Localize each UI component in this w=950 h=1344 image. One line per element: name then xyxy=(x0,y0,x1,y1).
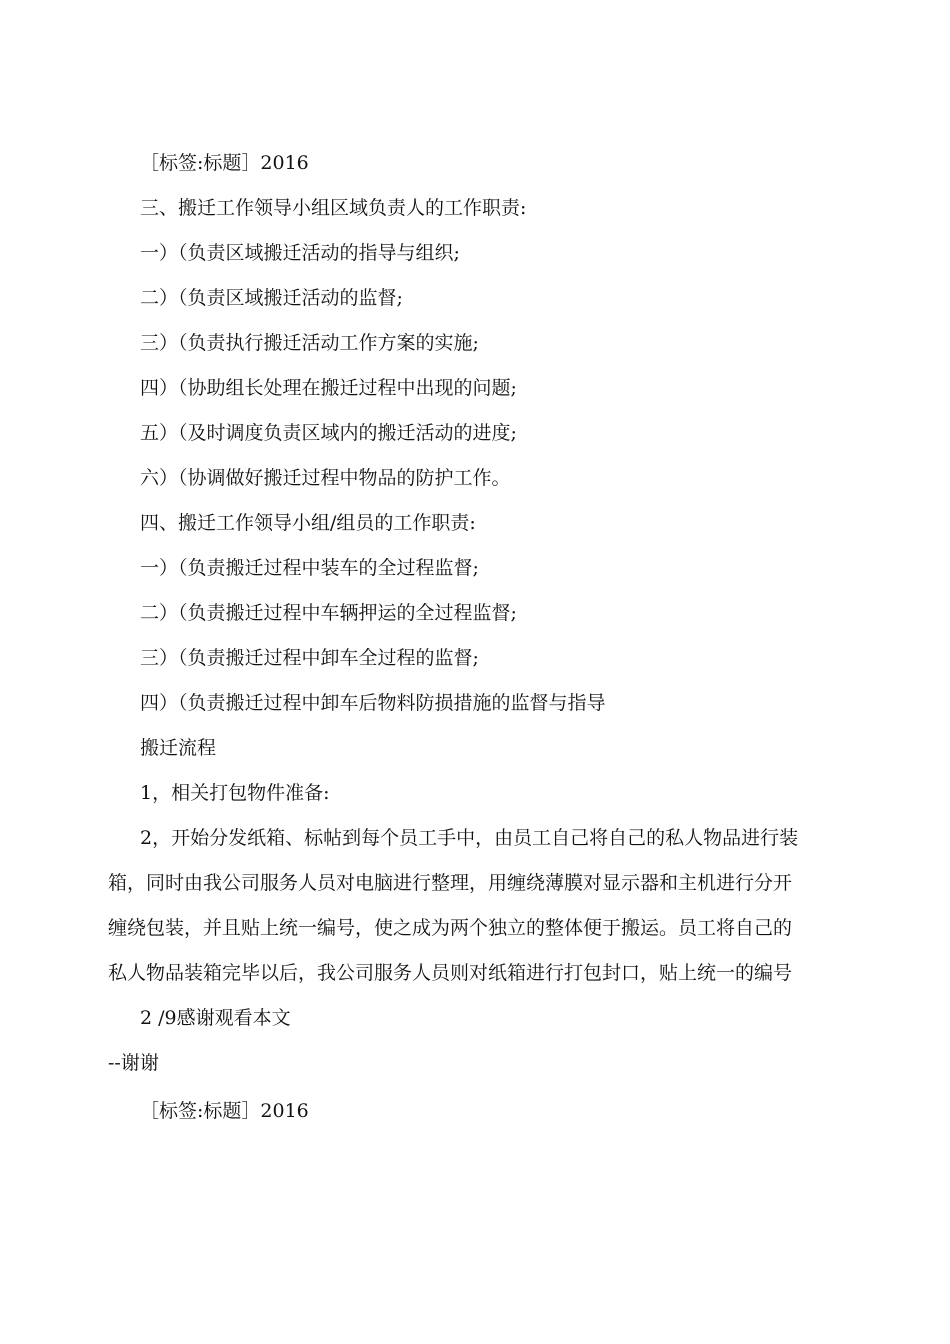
section-4-item: 四）（负责搬迁过程中卸车后物料防损措施的监督与指导 xyxy=(140,692,606,714)
section-3-item: 一）（负责区域搬迁活动的指导与组织; xyxy=(140,242,460,264)
footer-tag: ［标签:标题］2016 xyxy=(140,1100,309,1122)
section-3-item: 二）（负责区域搬迁活动的监督; xyxy=(140,287,403,309)
flow-step-2-line: 2，开始分发纸箱、标帖到每个员工手中，由员工自己将自己的私人物品进行装 xyxy=(140,827,799,849)
section-3-item: 六）（协调做好搬迁过程中物品的防护工作。 xyxy=(140,467,511,489)
section-3-item: 五）（及时调度负责区域内的搬迁活动的进度; xyxy=(140,422,517,444)
flow-title: 搬迁流程 xyxy=(140,737,217,759)
section-3-item: 三）（负责执行搬迁活动工作方案的实施; xyxy=(140,332,479,354)
thanks-text: --谢谢 xyxy=(108,1052,159,1074)
section-4-heading: 四、搬迁工作领导小组/组员的工作职责: xyxy=(140,512,476,534)
section-3-item: 四）（协助组长处理在搬迁过程中出现的问题; xyxy=(140,377,517,399)
section-3-heading: 三、搬迁工作领导小组区域负责人的工作职责: xyxy=(140,197,527,219)
header-tag: ［标签:标题］2016 xyxy=(140,152,309,174)
page-note: 2 /9感谢观看本文 xyxy=(140,1007,291,1029)
flow-step-2-line: 箱，同时由我公司服务人员对电脑进行整理，用缠绕薄膜对显示器和主机进行分开 xyxy=(108,872,793,894)
section-4-item: 一）（负责搬迁过程中装车的全过程监督; xyxy=(140,557,479,579)
flow-step-2-line: 私人物品装箱完毕以后，我公司服务人员则对纸箱进行打包封口，贴上统一的编号 xyxy=(108,962,793,984)
section-4-item: 三）（负责搬迁过程中卸车全过程的监督; xyxy=(140,647,479,669)
flow-step-2-line: 缠绕包装，并且贴上统一编号，使之成为两个独立的整体便于搬运。员工将自己的 xyxy=(108,917,793,939)
flow-step-1: 1，相关打包物件准备: xyxy=(140,782,330,804)
section-4-item: 二）（负责搬迁过程中车辆押运的全过程监督; xyxy=(140,602,517,624)
